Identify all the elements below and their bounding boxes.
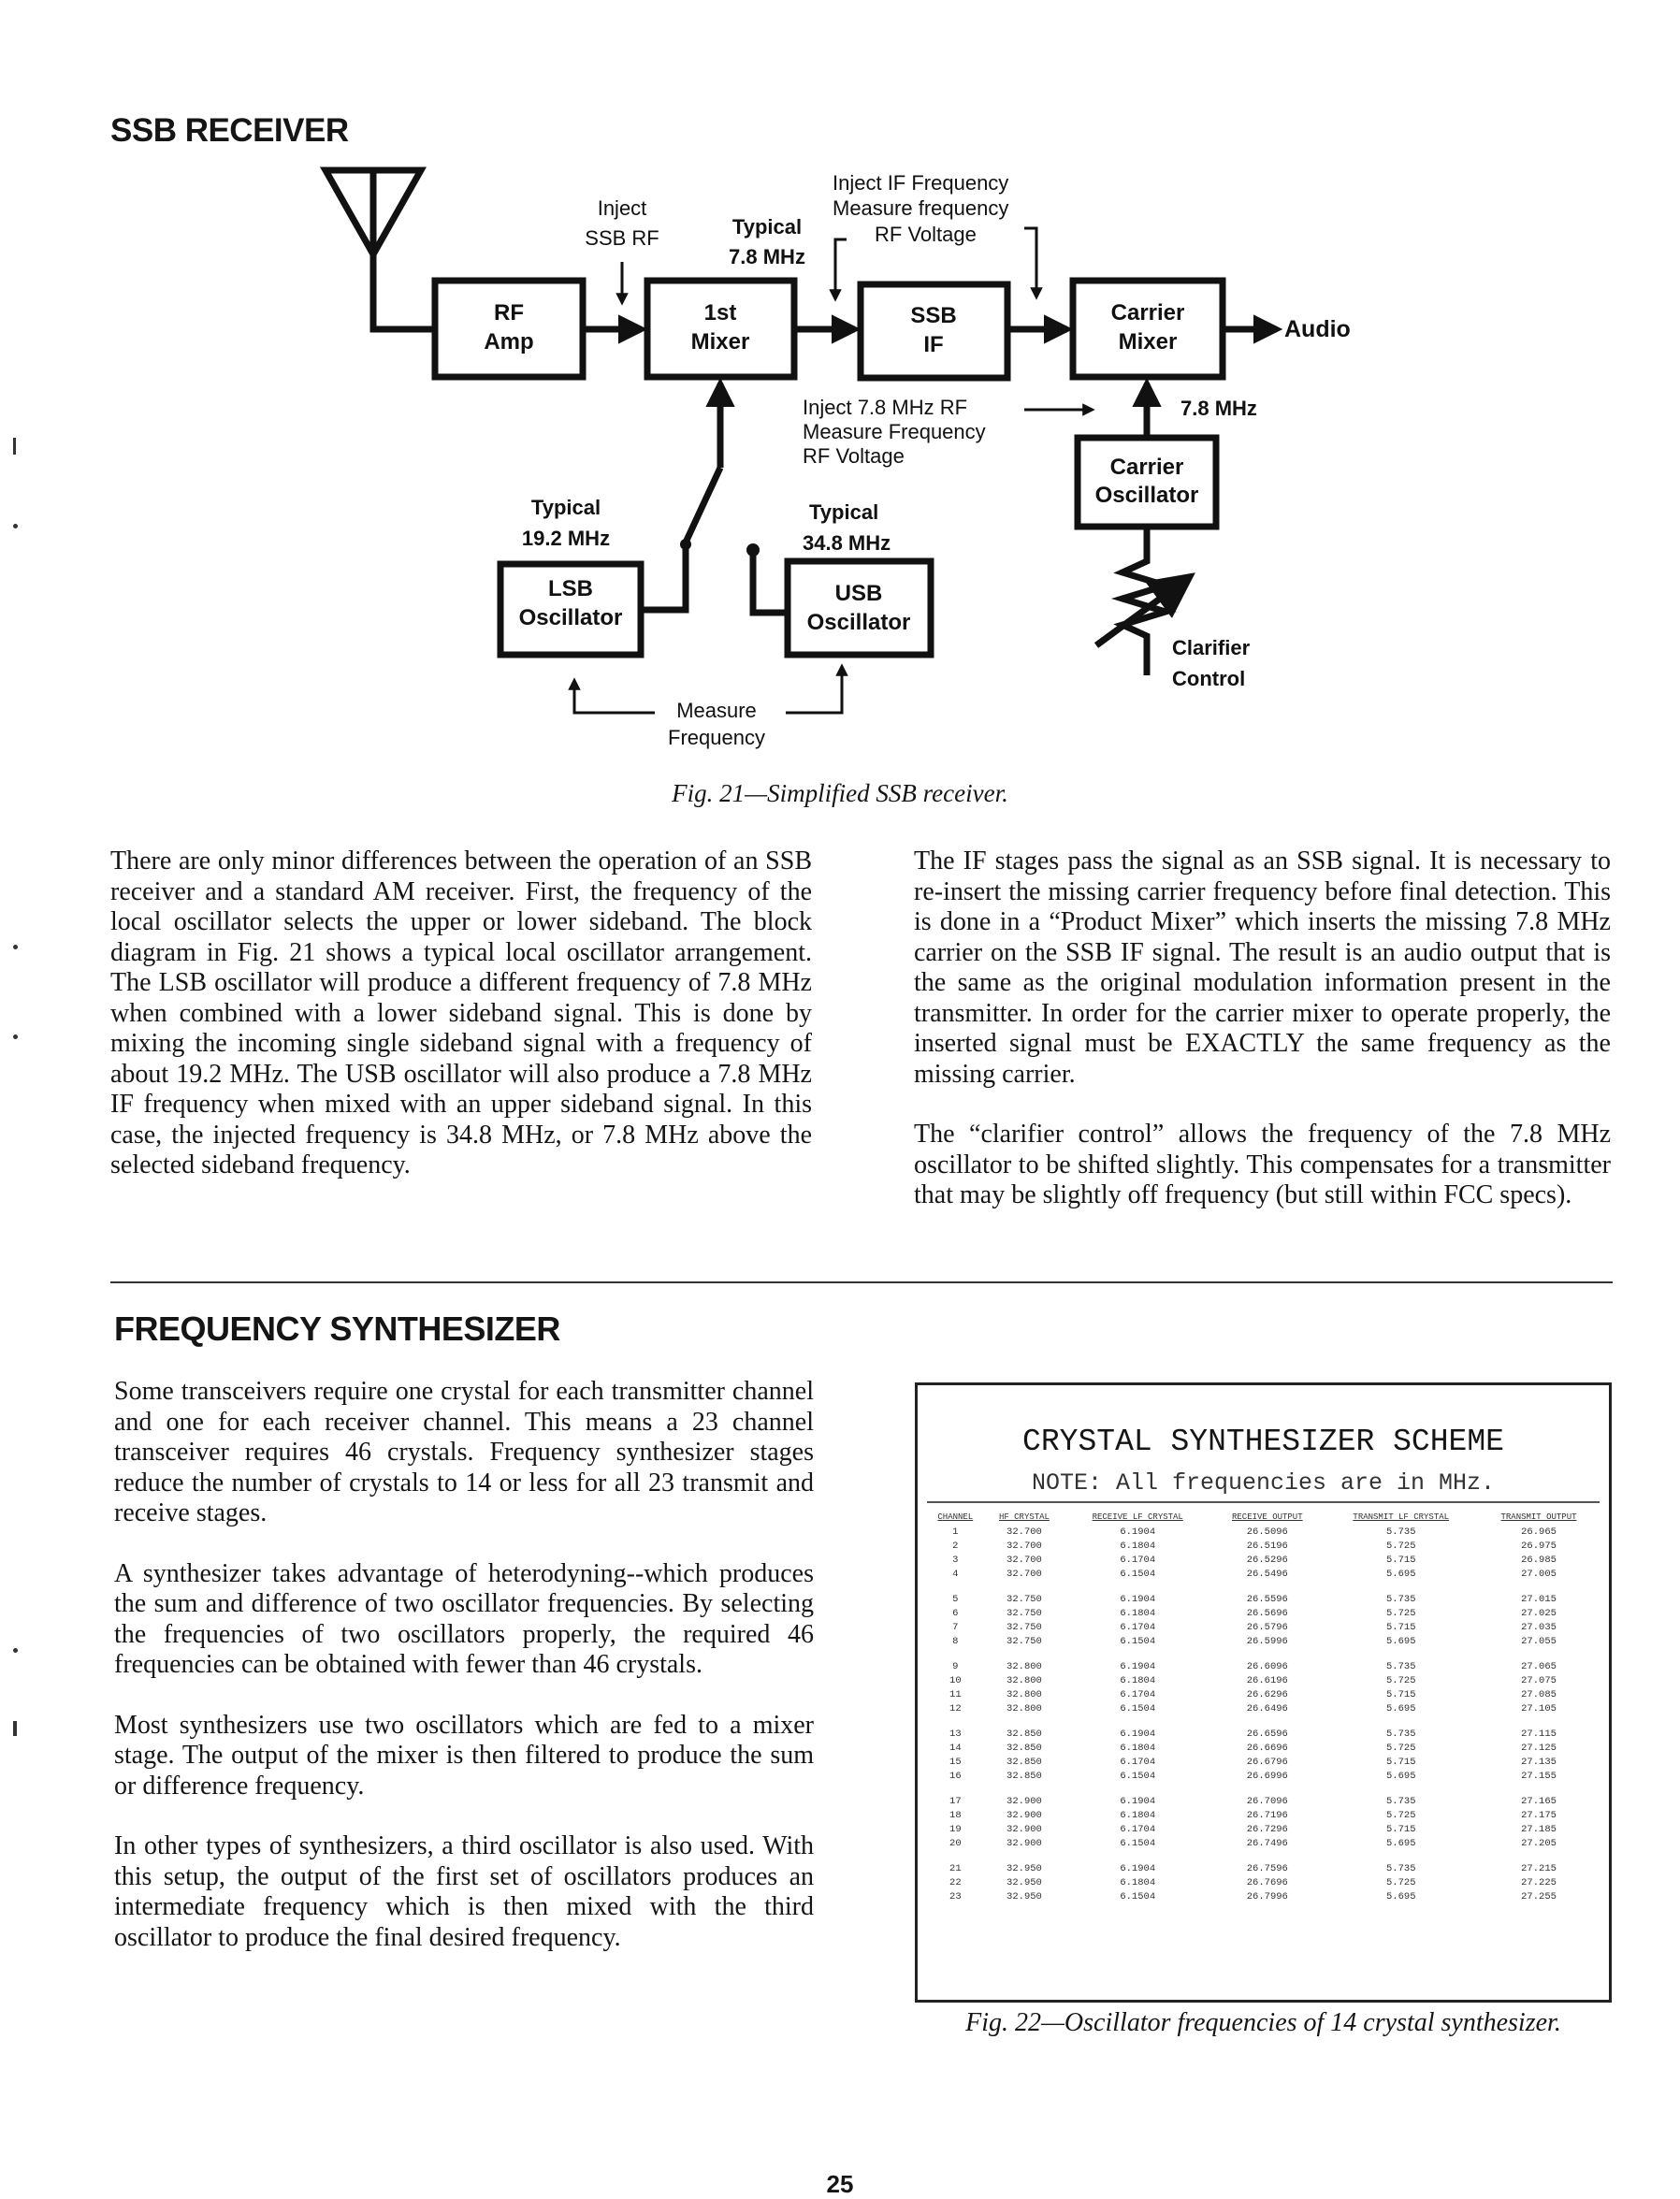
table-cell: 27.255 <box>1521 1891 1557 1902</box>
antenna-feed-wire <box>373 170 432 329</box>
ssb-if-label-1: SSB <box>910 303 957 328</box>
table-header-cell: CHANNEL <box>937 1512 974 1522</box>
table-cell: 20 <box>949 1838 962 1849</box>
table-row <box>927 1649 1600 1674</box>
table-cell: 32.750 <box>1007 1594 1042 1605</box>
table-cell: 26.985 <box>1521 1555 1557 1566</box>
table-cell: 26.6696 <box>1246 1743 1288 1754</box>
table-row <box>927 1823 1600 1837</box>
table-cell: 6.1504 <box>1120 1838 1156 1849</box>
table-cell: 26.6496 <box>1246 1703 1288 1714</box>
inject-if-label-2: Measure frequency <box>833 196 1009 220</box>
table-cell: 6.1904 <box>1120 1729 1156 1740</box>
table-cell: 32.700 <box>1007 1541 1042 1552</box>
table-row <box>927 1635 1600 1649</box>
table-cell: 6.1504 <box>1120 1636 1156 1647</box>
table-cell: 6.1704 <box>1120 1555 1156 1566</box>
table-cell: 32.900 <box>1007 1824 1042 1835</box>
table-cell: 6.1704 <box>1120 1689 1156 1700</box>
table-cell: 26.7496 <box>1246 1838 1288 1849</box>
table-cell: 6.1804 <box>1120 1608 1156 1619</box>
table-cell: 6.1704 <box>1120 1757 1156 1768</box>
table-cell: 32.950 <box>1007 1863 1042 1874</box>
carrier-mixer-label-1: Carrier <box>1110 300 1185 326</box>
table-cell: 32.700 <box>1007 1569 1042 1580</box>
table-cell: 26.5296 <box>1246 1555 1288 1566</box>
section-divider <box>110 1281 1613 1283</box>
table-header-cell: TRANSMIT LF CRYSTAL <box>1353 1512 1450 1522</box>
table-cell: 5.695 <box>1385 1771 1416 1782</box>
table-row <box>927 1876 1600 1890</box>
ssb-if-label-2: IF <box>923 332 944 357</box>
first-mixer-label-2: Mixer <box>690 329 750 354</box>
table-cell: 6.1804 <box>1120 1743 1156 1754</box>
table-cell: 6.1904 <box>1120 1526 1156 1538</box>
table-row <box>927 1809 1600 1823</box>
table-row <box>927 1540 1600 1554</box>
table-cell: 26.5796 <box>1246 1622 1288 1633</box>
table-cell: 26.6096 <box>1246 1661 1288 1672</box>
table-cell: 5.695 <box>1385 1891 1416 1902</box>
table-cell: 27.135 <box>1521 1757 1557 1768</box>
table-cell: 6.1904 <box>1120 1661 1156 1672</box>
table-cell: 32.950 <box>1007 1891 1042 1902</box>
table-cell: 6 <box>952 1608 959 1619</box>
table-cell: 6.1904 <box>1120 1863 1156 1874</box>
table-cell: 27.025 <box>1521 1608 1557 1619</box>
typical-192-label-2: 19.2 MHz <box>521 527 611 550</box>
table-row <box>927 1716 1600 1742</box>
table-cell: 32.750 <box>1007 1608 1042 1619</box>
table-row <box>927 1702 1600 1716</box>
table-cell: 5.715 <box>1385 1824 1416 1835</box>
table-cell: 32.850 <box>1007 1757 1042 1768</box>
margin-mark <box>13 1721 17 1736</box>
table-cell: 13 <box>949 1729 962 1740</box>
table-header-cell: TRANSMIT OUTPUT <box>1500 1512 1577 1522</box>
table-cell: 5.735 <box>1385 1661 1416 1672</box>
usb-osc-label-1: USB <box>834 581 883 606</box>
table-cell: 26.7096 <box>1246 1796 1288 1807</box>
table-row <box>927 1770 1600 1784</box>
table-cell: 5.695 <box>1385 1838 1416 1849</box>
table-cell: 26.7296 <box>1246 1824 1288 1835</box>
margin-mark <box>13 1648 18 1653</box>
table-cell: 17 <box>949 1796 962 1807</box>
table-cell: 6.1804 <box>1120 1877 1156 1888</box>
margin-mark <box>13 438 16 455</box>
table-cell: 26.6596 <box>1246 1729 1288 1740</box>
table-cell: 27.125 <box>1521 1743 1557 1754</box>
carrier-freq-label: 7.8 MHz <box>1180 397 1257 420</box>
clarifier-label-1: Clarifier <box>1172 636 1251 659</box>
table-cell: 26.975 <box>1521 1541 1557 1552</box>
audio-label: Audio <box>1284 316 1351 342</box>
table-cell: 26.965 <box>1521 1526 1557 1538</box>
table-cell: 26.7596 <box>1246 1863 1288 1874</box>
table-row <box>927 1756 1600 1770</box>
table-header-cell: RECEIVE LF CRYSTAL <box>1092 1512 1183 1522</box>
table-cell: 5.695 <box>1385 1636 1416 1647</box>
paragraph-crystals: Some transceivers require one crystal for each transmitter channel and one for each receiver channel. This means a 23 channel transceiver requires 46 crystals. Frequency synthesizer stages reduce the number of crystals to 14 or less for all 23 transmit and receive stages. <box>114 1377 814 1527</box>
table-cell: 5.715 <box>1385 1757 1416 1768</box>
table-cell: 26.5496 <box>1246 1569 1288 1580</box>
table-cell: 32.750 <box>1007 1636 1042 1647</box>
measure-label-2: Frequency <box>668 726 765 749</box>
table-cell: 5.715 <box>1385 1689 1416 1700</box>
table-cell: 26.7696 <box>1246 1877 1288 1888</box>
table-cell: 22 <box>949 1877 962 1888</box>
fig22-title: CRYSTAL SYNTHESIZER SCHEME <box>1022 1425 1504 1459</box>
paragraph-third-oscillator: In other types of synthesizers, a third oscillator is also used. With this setup, the output of the first set of oscillators produces an intermediate frequency which is then mixed with the third oscillator to produce the final desired frequency. <box>114 1831 814 1952</box>
margin-mark <box>13 524 18 528</box>
paragraph-if-stages: The IF stages pass the signal as an SSB signal. It is necessary to re-insert the missing carrier frequency before final detection. This is done in a “Product Mixer” which inserts the missing 7.8 MHz carrier on the SSB IF signal. The result is an audio output that is the same as the original modulation information present in the transmitter. In order for the carrier mixer to operate properly, the inserted signal must be EXACTLY the same frequency as the missing carrier. <box>914 846 1611 1089</box>
table-row <box>927 1851 1600 1876</box>
table-cell: 5.725 <box>1385 1743 1416 1754</box>
inject-if-label-1: Inject IF Frequency <box>833 171 1009 195</box>
table-cell: 26.5096 <box>1246 1526 1288 1538</box>
usb-switch-contact <box>746 543 760 557</box>
ssb-if-block <box>861 284 1007 378</box>
inject-78-label-3: RF Voltage <box>803 444 905 468</box>
carrier-osc-label-1: Carrier <box>1109 455 1184 480</box>
measure-arrow-left <box>574 680 655 713</box>
inject-78-label-1: Inject 7.8 MHz RF <box>803 396 968 419</box>
table-cell: 27.205 <box>1521 1838 1557 1849</box>
table-cell: 6.1504 <box>1120 1569 1156 1580</box>
table-cell: 26.6996 <box>1246 1771 1288 1782</box>
table-row <box>927 1688 1600 1702</box>
table-cell: 1 <box>952 1526 959 1538</box>
table-cell: 32.900 <box>1007 1810 1042 1821</box>
table-cell: 5.735 <box>1385 1863 1416 1874</box>
table-cell: 5.735 <box>1385 1729 1416 1740</box>
table-row <box>927 1837 1600 1851</box>
table-cell: 32.800 <box>1007 1689 1042 1700</box>
table-cell: 6.1904 <box>1120 1594 1156 1605</box>
table-header-row <box>927 1512 1600 1526</box>
table-cell: 26.5596 <box>1246 1594 1288 1605</box>
table-cell: 32.800 <box>1007 1661 1042 1672</box>
fig21-block-diagram <box>0 0 1680 776</box>
usb-oscillator-block <box>788 561 931 655</box>
text-column-synthesizer <box>114 1377 814 1983</box>
table-cell: 27.165 <box>1521 1796 1557 1807</box>
table-cell: 27.085 <box>1521 1689 1557 1700</box>
table-cell: 5.715 <box>1385 1622 1416 1633</box>
table-cell: 5.725 <box>1385 1608 1416 1619</box>
table-cell: 32.900 <box>1007 1838 1042 1849</box>
table-cell: 5.735 <box>1385 1796 1416 1807</box>
fig22-caption: Fig. 22—Oscillator frequencies of 14 crystal synthesizer. <box>965 2008 1561 2037</box>
table-cell: 11 <box>949 1689 962 1700</box>
carrier-osc-label-2: Oscillator <box>1094 483 1199 508</box>
table-cell: 27.065 <box>1521 1661 1557 1672</box>
table-cell: 5.725 <box>1385 1877 1416 1888</box>
first-mixer-label-1: 1st <box>703 300 737 326</box>
inject-if-label-3: RF Voltage <box>875 223 977 246</box>
table-cell: 5.725 <box>1385 1810 1416 1821</box>
table-cell: 6.1804 <box>1120 1541 1156 1552</box>
usb-osc-wire <box>753 550 788 613</box>
typical-78-label-2: 7.8 MHz <box>729 245 805 268</box>
crystal-synthesizer-table <box>927 1512 1600 1904</box>
table-cell: 27.185 <box>1521 1824 1557 1835</box>
table-cell: 32.950 <box>1007 1877 1042 1888</box>
table-cell: 26.5196 <box>1246 1541 1288 1552</box>
section-heading-ssb-receiver: SSB RECEIVER <box>110 112 349 149</box>
table-cell: 4 <box>952 1569 959 1580</box>
typical-78-label-1: Typical <box>731 215 803 239</box>
typical-348-label-1: Typical <box>809 500 879 524</box>
table-cell: 32.800 <box>1007 1703 1042 1714</box>
table-cell: 32.700 <box>1007 1555 1042 1566</box>
table-cell: 26.7196 <box>1246 1810 1288 1821</box>
fig22-note: NOTE: All frequencies are in MHz. <box>1031 1469 1496 1497</box>
table-cell: 26.5996 <box>1246 1636 1288 1647</box>
paragraph-ssb-differences: There are only minor differences between the operation of an SSB receiver and a standard AM receiver. First, the frequency of the local oscillator selects the upper or lower sideband. The block diagram in Fig. 21 shows a typical local oscillator arrangement. The LSB oscillator will produce a different frequency of 7.8 MHz when combined with a lower sideband signal. This is done by mixing the incoming single sideband signal with a frequency of about 19.2 MHz. The USB oscillator will also produce a 7.8 MHz IF frequency when mixed with an upper sideband signal. In this case, the injected frequency is 34.8 MHz, or 7.8 MHz above the selected sideband frequency. <box>110 846 812 1179</box>
rf-amp-label-2: Amp <box>484 329 534 354</box>
table-cell: 32.850 <box>1007 1729 1042 1740</box>
table-cell: 6.1504 <box>1120 1891 1156 1902</box>
table-row <box>927 1742 1600 1756</box>
table-row <box>927 1582 1600 1607</box>
table-cell: 27.225 <box>1521 1877 1557 1888</box>
table-cell: 3 <box>952 1555 959 1566</box>
table-cell: 14 <box>949 1743 962 1754</box>
table-body <box>927 1526 1600 1904</box>
table-cell: 26.6796 <box>1246 1757 1288 1768</box>
section-heading-frequency-synthesizer: FREQUENCY SYNTHESIZER <box>114 1309 560 1348</box>
table-cell: 16 <box>949 1771 962 1782</box>
table-cell: 27.005 <box>1521 1569 1557 1580</box>
table-cell: 27.105 <box>1521 1703 1557 1714</box>
table-cell: 5 <box>952 1594 959 1605</box>
table-row <box>927 1890 1600 1904</box>
table-cell: 26.6196 <box>1246 1675 1288 1686</box>
table-cell: 6.1704 <box>1120 1824 1156 1835</box>
table-row <box>927 1674 1600 1688</box>
rf-amp-label-1: RF <box>494 300 524 326</box>
table-cell: 9 <box>952 1661 959 1672</box>
inject-78-label-2: Measure Frequency <box>803 420 986 443</box>
table-cell: 27.035 <box>1521 1622 1557 1633</box>
fig21-caption: Fig. 21—Simplified SSB receiver. <box>672 779 1008 807</box>
inject-ssb-rf-label-2: SSB RF <box>585 226 659 250</box>
table-cell: 27.115 <box>1521 1729 1557 1740</box>
table-cell: 23 <box>949 1891 962 1902</box>
table-row <box>927 1568 1600 1582</box>
table-cell: 6.1504 <box>1120 1771 1156 1782</box>
table-cell: 5.725 <box>1385 1675 1416 1686</box>
measure-arrow-right <box>786 666 842 713</box>
table-cell: 27.055 <box>1521 1636 1557 1647</box>
table-cell: 15 <box>949 1757 962 1768</box>
table-cell: 6.1904 <box>1120 1796 1156 1807</box>
table-cell: 32.800 <box>1007 1675 1042 1686</box>
inject-ssb-rf-label-1: Inject <box>597 196 647 220</box>
fig22-header-rule <box>927 1501 1600 1503</box>
text-column-right <box>914 846 1611 1241</box>
table-row <box>927 1784 1600 1809</box>
table-cell: 5.695 <box>1385 1569 1416 1580</box>
table-cell: 27.175 <box>1521 1810 1557 1821</box>
inject-if-arrow-right <box>1024 228 1036 297</box>
margin-mark <box>13 1034 18 1039</box>
table-cell: 21 <box>949 1863 962 1874</box>
table-cell: 5.735 <box>1385 1594 1416 1605</box>
table-cell: 6.1804 <box>1120 1810 1156 1821</box>
table-cell: 27.075 <box>1521 1675 1557 1686</box>
paragraph-two-oscillators: Most synthesizers use two oscillators which are fed to a mixer stage. The output of the mixer is then filtered to produce the sum or difference frequency. <box>114 1710 814 1801</box>
measure-label-1: Measure <box>676 699 757 722</box>
carrier-mixer-label-2: Mixer <box>1118 329 1178 354</box>
table-cell: 27.155 <box>1521 1771 1557 1782</box>
table-cell: 6.1504 <box>1120 1703 1156 1714</box>
lsb-osc-wire <box>641 544 686 610</box>
paragraph-clarifier: The “clarifier control” allows the frequency of the 7.8 MHz oscillator to be shifted slightly. This compensates for a transmitter that may be slightly off frequency (but still within FCC specs). <box>914 1120 1611 1209</box>
lsb-switch-contact <box>680 539 691 550</box>
table-cell: 5.695 <box>1385 1703 1416 1714</box>
table-cell: 27.215 <box>1521 1863 1557 1874</box>
text-column-left <box>110 846 812 1211</box>
table-cell: 6.1804 <box>1120 1675 1156 1686</box>
table-cell: 10 <box>949 1675 962 1686</box>
table-header-cell: RECEIVE OUTPUT <box>1232 1512 1303 1522</box>
table-cell: 32.750 <box>1007 1622 1042 1633</box>
table-cell: 7 <box>952 1622 959 1633</box>
table-header-cell: HF CRYSTAL <box>998 1512 1050 1522</box>
table-cell: 2 <box>952 1541 959 1552</box>
fig22-table-frame <box>915 1382 1612 2003</box>
table-cell: 32.850 <box>1007 1743 1042 1754</box>
usb-osc-label-2: Oscillator <box>806 610 911 635</box>
lsb-osc-label-2: Oscillator <box>518 605 623 630</box>
table-cell: 26.5696 <box>1246 1608 1288 1619</box>
table-cell: 32.850 <box>1007 1771 1042 1782</box>
paragraph-heterodyning: A synthesizer takes advantage of heterodyning--which produces the sum and difference of two oscillator frequencies. By selecting the frequencies of two oscillators properly, the required 46 frequencies can be obtained with fewer than 46 crystals. <box>114 1558 814 1679</box>
table-row <box>927 1526 1600 1540</box>
table-cell: 18 <box>949 1810 962 1821</box>
table-cell: 5.735 <box>1385 1526 1416 1538</box>
table-cell: 5.725 <box>1385 1541 1416 1552</box>
table-cell: 26.7996 <box>1246 1891 1288 1902</box>
table-cell: 32.900 <box>1007 1796 1042 1807</box>
typical-348-label-2: 34.8 MHz <box>803 531 891 555</box>
table-row <box>927 1621 1600 1635</box>
table-cell: 5.715 <box>1385 1555 1416 1566</box>
clarifier-label-2: Control <box>1172 667 1246 690</box>
lsb-osc-label-1: LSB <box>548 576 593 601</box>
margin-mark <box>13 945 18 949</box>
table-cell: 6.1704 <box>1120 1622 1156 1633</box>
table-cell: 27.015 <box>1521 1594 1557 1605</box>
table-cell: 19 <box>949 1824 962 1835</box>
table-cell: 12 <box>949 1703 962 1714</box>
inject-if-arrow-left <box>835 239 847 299</box>
table-cell: 8 <box>952 1636 959 1647</box>
table-row <box>927 1607 1600 1621</box>
table-row <box>927 1554 1600 1568</box>
page-number: 25 <box>826 2170 854 2198</box>
oscillator-selector-switch <box>685 468 720 544</box>
table-cell: 32.700 <box>1007 1526 1042 1538</box>
table-cell: 26.6296 <box>1246 1689 1288 1700</box>
typical-192-label-1: Typical <box>530 496 601 519</box>
